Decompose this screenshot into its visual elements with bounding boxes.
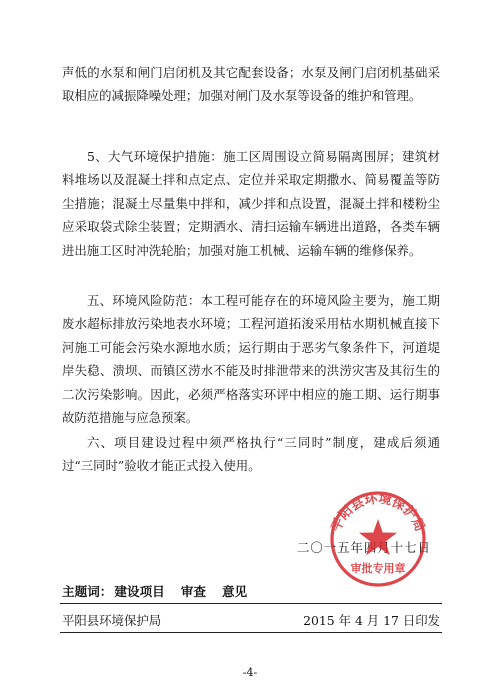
keyword-item: 建设项目 xyxy=(114,584,165,599)
divider-bottom xyxy=(60,632,442,633)
paragraph-three-simultaneous: 六、项目建设过程中须严格执行“三同时”制度，建成后须通过“三同时”验收才能正式投入使用。 xyxy=(62,435,440,474)
paragraph-1: 声低的水泵和闸门启闭机及其它配套设备；水泵及闸门启闭机基础采取相应的减振降噪处理；加强对闸门及水泵等设备的维护和管理。 xyxy=(62,65,440,104)
page-number: -4- xyxy=(242,666,258,679)
footer-issuer: 平阳县环境保护局 xyxy=(62,613,162,628)
footer-print-date: 2015 年 4 月 17 日印发 xyxy=(303,613,440,628)
subject-keywords xyxy=(62,581,247,600)
seal-star-icon xyxy=(359,519,397,555)
official-seal-icon xyxy=(318,481,438,593)
paragraph-air-protection: 5、大气环境保护措施：施工区周围设立简易隔离围屏；建筑材料堆场以及混凝土拌和点定点、定位并采取定期撒水、简易覆盖等防尘措施；混凝土尽量集中拌和，减少拌和点设置，混凝土拌和楼粉尘应采取袋式除尘装置；定期洒水、清扫运输车辆进出道路，各类车辆进出施工区时冲洗轮胎；加强对施工机械、运输车辆的维修保养。 xyxy=(62,149,440,258)
paragraph-risk-prevention: 五、环境风险防范：本工程可能存在的环境风险主要为，施工期废水超标排放污染地表水环境；工程河道拓浚采用枯水期机械直接下河施工可能会污染水源地水质；运行期由于恶劣气象条件下，河道堤岸失稳、溃坝、而镇区涝水不能及时排泄带来的洪涝灾害及其衍生的二次污染影响。因此，必须严格落实环评中相应的施工期、运行期事故防范措施与应急预案。 xyxy=(62,293,440,426)
issue-date: 二〇一五年四月十七日 xyxy=(297,540,431,555)
keywords-label: 主题词： xyxy=(62,584,113,599)
keyword-item: 意见 xyxy=(221,584,248,599)
seal-subtext: 审批专用章 xyxy=(350,562,406,575)
divider-top xyxy=(60,603,442,604)
seal-arc-text: 平阳县环境保护局 xyxy=(328,491,428,534)
keyword-item: 审查 xyxy=(180,584,206,599)
